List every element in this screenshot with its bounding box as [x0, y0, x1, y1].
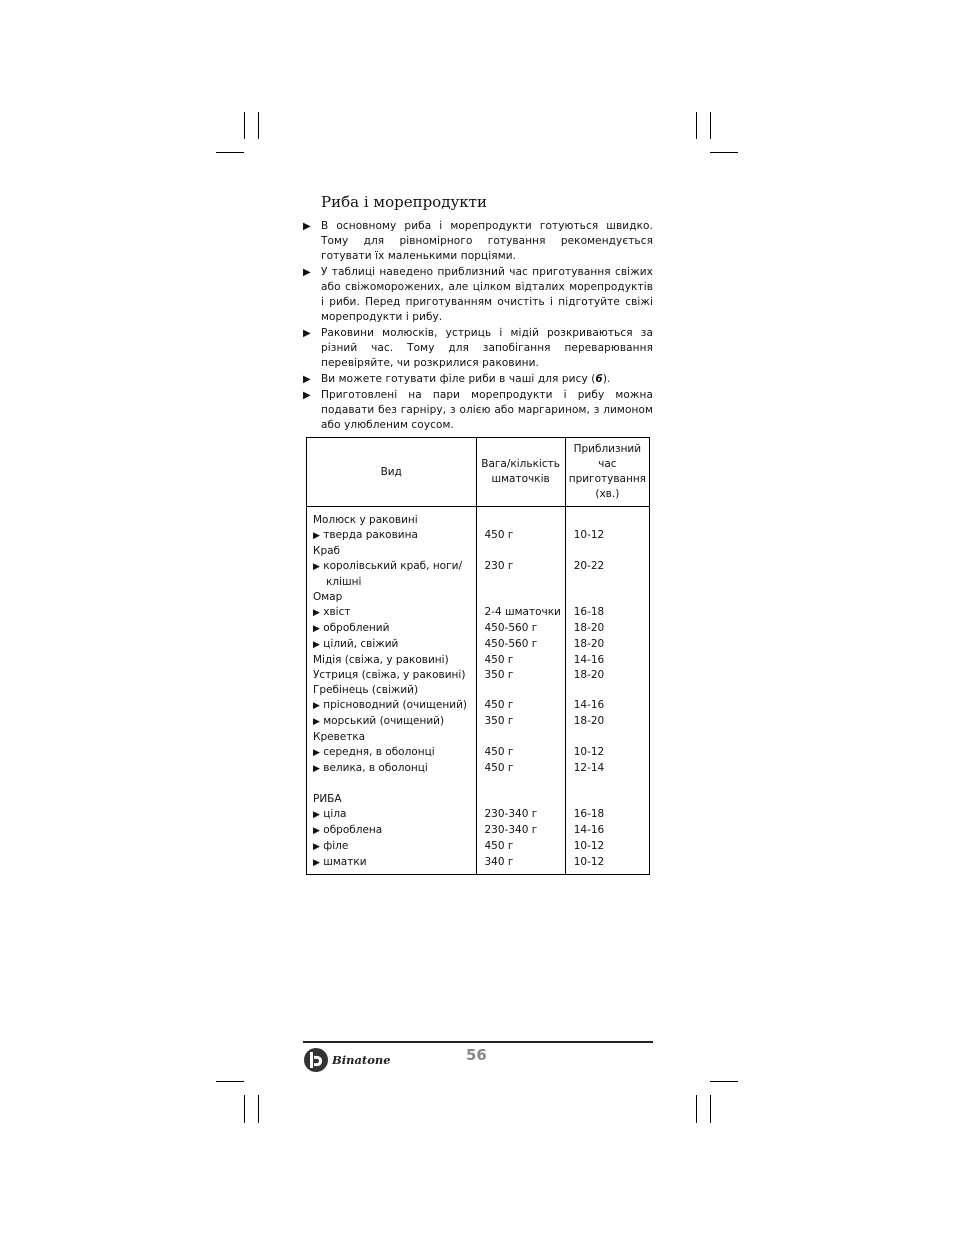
cell-time: 18-20 [565, 621, 649, 637]
cell-kind [307, 745, 477, 761]
kind-label: Мідія (свіжа, у раковині) [313, 654, 449, 666]
arrow-icon: ▶ [313, 842, 320, 852]
crop-mark [696, 112, 697, 139]
cell-weight [476, 544, 565, 559]
cell-weight: 450-560 г [476, 621, 565, 637]
cell-kind [307, 823, 477, 839]
kind-label: королівський краб, ноги/ [323, 560, 462, 572]
cell-kind [307, 761, 477, 777]
cell-weight [476, 590, 565, 605]
cell-time [565, 590, 649, 605]
brand-name: Binatone [332, 1053, 391, 1067]
arrow-icon: ▶ [313, 531, 320, 541]
cell-kind [307, 544, 477, 559]
arrow-icon: ▶ [303, 267, 311, 278]
arrow-icon: ▶ [303, 221, 311, 232]
bullet-item [303, 265, 653, 325]
arrow-icon: ▶ [313, 624, 320, 634]
cell-kind [307, 792, 477, 807]
kind-label: шматки [323, 856, 367, 868]
kind-label: цілий, свіжий [323, 638, 399, 650]
cell-time: 10-12 [565, 839, 649, 855]
cell-weight: 350 г [476, 714, 565, 730]
crop-mark [216, 1081, 244, 1082]
table-row [307, 683, 650, 698]
cell-time: 20-22 [565, 559, 649, 590]
cell-kind [307, 605, 477, 621]
table-row [307, 792, 650, 807]
bullet-text [321, 372, 653, 387]
cell-weight: 230 г [476, 559, 565, 590]
arrow-icon: ▶ [313, 826, 320, 836]
table-row [307, 559, 650, 590]
kind-label: велика, в оболонці [323, 762, 428, 774]
arrow-icon: ▶ [313, 701, 320, 711]
table-row [307, 839, 650, 855]
cell-kind [307, 777, 477, 792]
cell-weight: 450 г [476, 653, 565, 668]
crop-mark [216, 152, 244, 153]
cell-weight: 450 г [476, 698, 565, 714]
arrow-icon: ▶ [313, 764, 320, 774]
crop-mark [258, 1095, 259, 1123]
cell-time [565, 792, 649, 807]
bullet-text-part: Ви можете готувати філе риби в чаші для рису ( [321, 373, 596, 385]
kind-label: Краб [313, 545, 341, 557]
bullet-text: Приготовлені на пари морепродукти і рибу можна подавати без гарніру, з олією або маргарином, з лимоном або улюбленим соусом. [321, 389, 653, 431]
cell-time: 18-20 [565, 714, 649, 730]
cell-time: 18-20 [565, 637, 649, 653]
cell-time: 14-16 [565, 698, 649, 714]
cell-kind [307, 698, 477, 714]
arrow-icon: ▶ [313, 810, 320, 820]
cell-kind [307, 683, 477, 698]
cell-kind [307, 668, 477, 683]
cell-kind [307, 714, 477, 730]
table-row [307, 544, 650, 559]
kind-label: філе [323, 840, 349, 852]
crop-mark [710, 1081, 738, 1082]
arrow-icon: ▶ [303, 390, 311, 401]
cell-kind [307, 807, 477, 823]
footer-rule [303, 1041, 653, 1043]
section-heading: Риба і морепродукти [321, 193, 487, 211]
bullet-item [303, 219, 653, 264]
column-header-time: Приблизний час приготування (хв.) [565, 438, 649, 507]
crop-mark [244, 1095, 245, 1123]
arrow-icon: ▶ [313, 858, 320, 868]
cell-kind [307, 621, 477, 637]
cell-kind [307, 839, 477, 855]
cell-kind [307, 637, 477, 653]
column-header-kind: Вид [307, 438, 477, 507]
kind-label: прісноводний (очищений) [323, 699, 468, 711]
cell-kind [307, 653, 477, 668]
kind-label: оброблений [323, 622, 390, 634]
table-row [307, 668, 650, 683]
kind-label: ціла [323, 808, 347, 820]
table-row [307, 761, 650, 777]
cell-time: 10-12 [565, 528, 649, 544]
table-row [307, 621, 650, 637]
cell-time: 10-12 [565, 745, 649, 761]
kind-label-continued: клішні [326, 576, 362, 588]
cell-kind [307, 559, 477, 590]
table-row [307, 823, 650, 839]
cell-time [565, 777, 649, 792]
cell-time: 10-12 [565, 855, 649, 875]
cooking-time-table [306, 437, 650, 875]
kind-label: морський (очищений) [323, 715, 445, 727]
cell-time [565, 507, 649, 529]
crop-mark [258, 112, 259, 139]
cell-weight: 2-4 шматочки [476, 605, 565, 621]
cell-kind [307, 507, 477, 529]
cell-weight: 350 г [476, 668, 565, 683]
cell-kind [307, 730, 477, 745]
kind-label: оброблена [323, 824, 383, 836]
crop-mark [244, 112, 245, 139]
crop-mark [710, 112, 711, 139]
table-row [307, 807, 650, 823]
cell-time: 14-16 [565, 823, 649, 839]
cell-weight [476, 777, 565, 792]
table-row [307, 698, 650, 714]
table-row [307, 745, 650, 761]
cell-weight: 450-560 г [476, 637, 565, 653]
table-row [307, 855, 650, 875]
cell-time: 16-18 [565, 807, 649, 823]
column-header-weight: Вага/кількість шматочків [476, 438, 565, 507]
bullet-item [303, 372, 653, 387]
kind-label: хвіст [323, 606, 351, 618]
bullet-text: Раковини молюсків, устриць і мідій розкриваються за різний час. Тому для запобігання переварювання перевіряйте, чи розкрилися раковини. [321, 327, 653, 369]
table-row [307, 605, 650, 621]
arrow-icon: ▶ [313, 562, 320, 572]
binatone-logo-icon [303, 1047, 331, 1073]
arrow-icon: ▶ [303, 374, 311, 385]
table-row [307, 653, 650, 668]
kind-label: Креветка [313, 731, 366, 743]
cell-time [565, 544, 649, 559]
bullet-item [303, 388, 653, 433]
table-row [307, 590, 650, 605]
table-row [307, 528, 650, 544]
cell-kind [307, 528, 477, 544]
cell-weight [476, 730, 565, 745]
bullet-text: В основному риба і морепродукти готуються швидко. Тому для рівномірного готування рекомендується готувати їх маленькими порціями. [321, 220, 653, 262]
cell-weight: 230-340 г [476, 807, 565, 823]
kind-label: Устриця (свіжа, у раковині) [313, 669, 466, 681]
bullet-item [303, 326, 653, 371]
arrow-icon: ▶ [313, 640, 320, 650]
crop-mark [710, 152, 738, 153]
kind-label: Гребінець (свіжий) [313, 684, 419, 696]
arrow-icon: ▶ [313, 748, 320, 758]
reference-number: 6 [595, 373, 603, 385]
page-number: 56 [466, 1046, 487, 1064]
table-row [307, 714, 650, 730]
cell-time: 18-20 [565, 668, 649, 683]
crop-mark [710, 1095, 711, 1123]
arrow-icon: ▶ [303, 328, 311, 339]
kind-label: РИБА [313, 793, 342, 805]
cell-time [565, 683, 649, 698]
cell-weight [476, 792, 565, 807]
cell-time: 16-18 [565, 605, 649, 621]
cell-time [565, 730, 649, 745]
bullet-list [303, 219, 653, 434]
cell-weight: 450 г [476, 528, 565, 544]
crop-mark [696, 1095, 697, 1123]
table-row [307, 507, 650, 529]
table-row [307, 637, 650, 653]
cell-time: 12-14 [565, 761, 649, 777]
cell-weight: 340 г [476, 855, 565, 875]
cell-time: 14-16 [565, 653, 649, 668]
bullet-text-part: ). [602, 373, 611, 385]
bullet-text: У таблиці наведено приблизний час приготування свіжих або свіжоморожених, але цілком відталих морепродуктів і риби. Перед приготуванням очистіть і підготуйте свіжі морепродукти і рибу. [321, 266, 653, 323]
kind-label: тверда раковина [323, 529, 418, 541]
kind-label: Молюск у раковині [313, 514, 418, 526]
table-header-row [307, 438, 650, 507]
kind-label: середня, в оболонці [323, 746, 435, 758]
cell-weight: 450 г [476, 761, 565, 777]
cell-weight: 450 г [476, 839, 565, 855]
table-row [307, 730, 650, 745]
arrow-icon: ▶ [313, 608, 320, 618]
cell-kind [307, 590, 477, 605]
cell-weight: 450 г [476, 745, 565, 761]
table-row [307, 777, 650, 792]
cell-weight [476, 507, 565, 529]
kind-label: Омар [313, 591, 343, 603]
cell-kind [307, 855, 477, 875]
cell-weight: 230-340 г [476, 823, 565, 839]
cell-weight [476, 683, 565, 698]
table-body [307, 507, 650, 875]
arrow-icon: ▶ [313, 717, 320, 727]
